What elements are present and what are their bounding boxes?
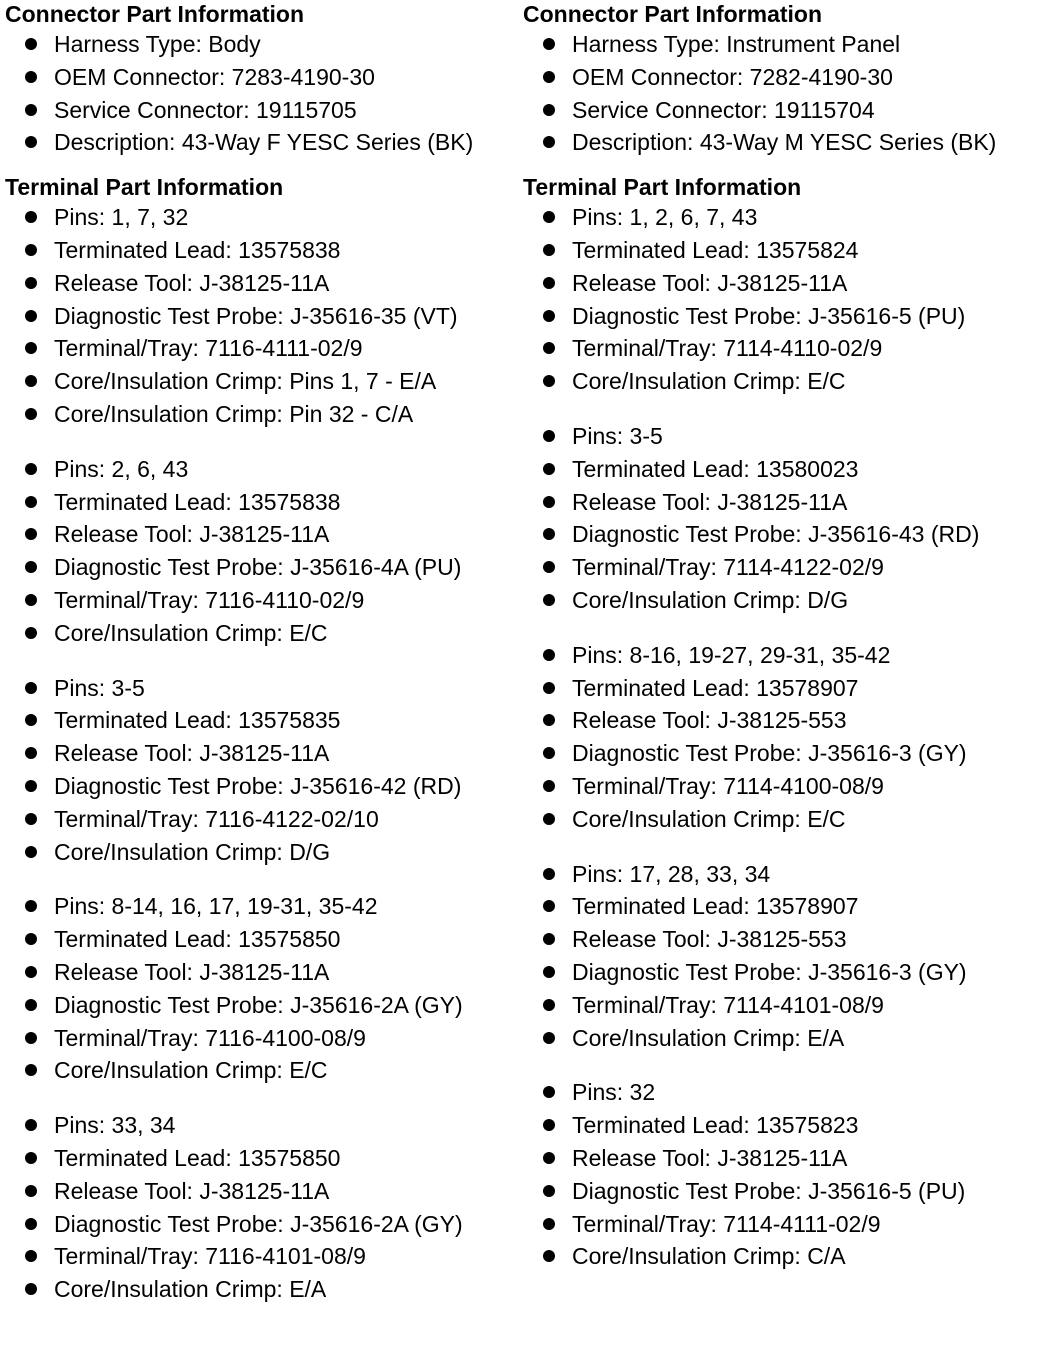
pins: Pins: 3-5 — [5, 672, 520, 705]
terminal-tray: Terminal/Tray: 7116-4110-02/9 — [5, 584, 520, 617]
pins: Pins: 2, 6, 43 — [5, 453, 520, 486]
terminated-lead: Terminated Lead: 13575850 — [5, 923, 520, 956]
terminated-lead: Terminated Lead: 13578907 — [523, 672, 1053, 705]
terminated-lead: Terminated Lead: 13575835 — [5, 704, 520, 737]
pins: Pins: 33, 34 — [5, 1109, 520, 1142]
diagnostic-test-probe: Diagnostic Test Probe: J-35616-2A (GY) — [5, 989, 520, 1022]
pins: Pins: 1, 2, 6, 7, 43 — [523, 201, 1053, 234]
terminal-tray: Terminal/Tray: 7116-4111-02/9 — [5, 332, 520, 365]
terminated-lead: Terminated Lead: 13575838 — [5, 486, 520, 519]
terminal-heading: Terminal Part Information — [523, 174, 802, 201]
diagnostic-test-probe: Diagnostic Test Probe: J-35616-5 (PU) — [523, 1175, 1053, 1208]
core-insulation-crimp: Core/Insulation Crimp: D/G — [523, 584, 1053, 617]
pins: Pins: 3-5 — [523, 420, 1053, 453]
terminated-lead: Terminated Lead: 13578907 — [523, 890, 1053, 923]
service-connector: Service Connector: 19115704 — [523, 94, 1053, 127]
release-tool: Release Tool: J-38125-11A — [523, 486, 1053, 519]
terminated-lead: Terminated Lead: 13575823 — [523, 1109, 1053, 1142]
terminal-group — [5, 453, 520, 650]
terminal-group — [523, 1076, 1053, 1273]
terminated-lead: Terminated Lead: 13575824 — [523, 234, 1053, 267]
terminal-tray: Terminal/Tray: 7114-4101-08/9 — [523, 989, 1053, 1022]
diagnostic-test-probe: Diagnostic Test Probe: J-35616-4A (PU) — [5, 551, 520, 584]
terminal-tray: Terminal/Tray: 7114-4100-08/9 — [523, 770, 1053, 803]
pins: Pins: 1, 7, 32 — [5, 201, 520, 234]
core-insulation-crimp: Core/Insulation Crimp: E/C — [5, 1054, 520, 1087]
release-tool: Release Tool: J-38125-553 — [523, 704, 1053, 737]
release-tool: Release Tool: J-38125-553 — [523, 923, 1053, 956]
terminal-tray: Terminal/Tray: 7114-4111-02/9 — [523, 1208, 1053, 1241]
terminal-tray: Terminal/Tray: 7114-4122-02/9 — [523, 551, 1053, 584]
connector-info-list — [523, 28, 1053, 159]
pins: Pins: 8-14, 16, 17, 19-31, 35-42 — [5, 890, 520, 923]
terminal-tray: Terminal/Tray: 7114-4110-02/9 — [523, 332, 1053, 365]
terminal-group — [5, 890, 520, 1087]
core-insulation-crimp: Core/Insulation Crimp: E/C — [523, 365, 1053, 398]
terminal-group — [5, 1109, 520, 1306]
harness-type: Harness Type: Body — [5, 28, 520, 61]
diagnostic-test-probe: Diagnostic Test Probe: J-35616-3 (GY) — [523, 956, 1053, 989]
left-column — [5, 0, 520, 1306]
terminated-lead: Terminated Lead: 13575838 — [5, 234, 520, 267]
release-tool: Release Tool: J-38125-11A — [5, 737, 520, 770]
diagnostic-test-probe: Diagnostic Test Probe: J-35616-42 (RD) — [5, 770, 520, 803]
terminal-tray: Terminal/Tray: 7116-4100-08/9 — [5, 1022, 520, 1055]
core-insulation-crimp: Core/Insulation Crimp: D/G — [5, 836, 520, 869]
diagnostic-test-probe: Diagnostic Test Probe: J-35616-3 (GY) — [523, 737, 1053, 770]
release-tool: Release Tool: J-38125-11A — [5, 267, 520, 300]
oem-connector: OEM Connector: 7283-4190-30 — [5, 61, 520, 94]
terminal-tray: Terminal/Tray: 7116-4122-02/10 — [5, 803, 520, 836]
diagnostic-test-probe: Diagnostic Test Probe: J-35616-43 (RD) — [523, 518, 1053, 551]
pins: Pins: 32 — [523, 1076, 1053, 1109]
connector-info-list — [5, 28, 520, 159]
terminal-group — [523, 420, 1053, 617]
description: Description: 43-Way M YESC Series (BK) — [523, 126, 1053, 159]
core-insulation-crimp: Core/Insulation Crimp: E/C — [5, 617, 520, 650]
terminal-heading: Terminal Part Information — [5, 174, 284, 201]
core-insulation-crimp: Core/Insulation Crimp: E/A — [523, 1022, 1053, 1055]
oem-connector: OEM Connector: 7282-4190-30 — [523, 61, 1053, 94]
terminal-group — [5, 201, 520, 431]
release-tool: Release Tool: J-38125-11A — [523, 267, 1053, 300]
terminal-group — [523, 201, 1053, 398]
terminal-group — [523, 858, 1053, 1055]
release-tool: Release Tool: J-38125-11A — [5, 1175, 520, 1208]
right-column — [523, 0, 1053, 1273]
terminated-lead: Terminated Lead: 13575850 — [5, 1142, 520, 1175]
release-tool: Release Tool: J-38125-11A — [5, 518, 520, 551]
pins: Pins: 8-16, 19-27, 29-31, 35-42 — [523, 639, 1053, 672]
connector-heading: Connector Part Information — [5, 1, 305, 27]
connector-heading: Connector Part Information — [523, 1, 823, 27]
service-connector: Service Connector: 19115705 — [5, 94, 520, 127]
description: Description: 43-Way F YESC Series (BK) — [5, 126, 520, 159]
terminal-tray: Terminal/Tray: 7116-4101-08/9 — [5, 1240, 520, 1273]
core-insulation-crimp: Core/Insulation Crimp: Pins 1, 7 - E/A — [5, 365, 520, 398]
release-tool: Release Tool: J-38125-11A — [5, 956, 520, 989]
pins: Pins: 17, 28, 33, 34 — [523, 858, 1053, 891]
core-insulation-crimp: Core/Insulation Crimp: E/A — [5, 1273, 520, 1306]
release-tool: Release Tool: J-38125-11A — [523, 1142, 1053, 1175]
diagnostic-test-probe: Diagnostic Test Probe: J-35616-5 (PU) — [523, 300, 1053, 333]
harness-type: Harness Type: Instrument Panel — [523, 28, 1053, 61]
diagnostic-test-probe: Diagnostic Test Probe: J-35616-2A (GY) — [5, 1208, 520, 1241]
core-insulation-crimp: Core/Insulation Crimp: Pin 32 - C/A — [5, 398, 520, 431]
core-insulation-crimp: Core/Insulation Crimp: C/A — [523, 1240, 1053, 1273]
terminated-lead: Terminated Lead: 13580023 — [523, 453, 1053, 486]
core-insulation-crimp: Core/Insulation Crimp: E/C — [523, 803, 1053, 836]
terminal-group — [523, 639, 1053, 836]
diagnostic-test-probe: Diagnostic Test Probe: J-35616-35 (VT) — [5, 300, 520, 333]
terminal-group — [5, 672, 520, 869]
